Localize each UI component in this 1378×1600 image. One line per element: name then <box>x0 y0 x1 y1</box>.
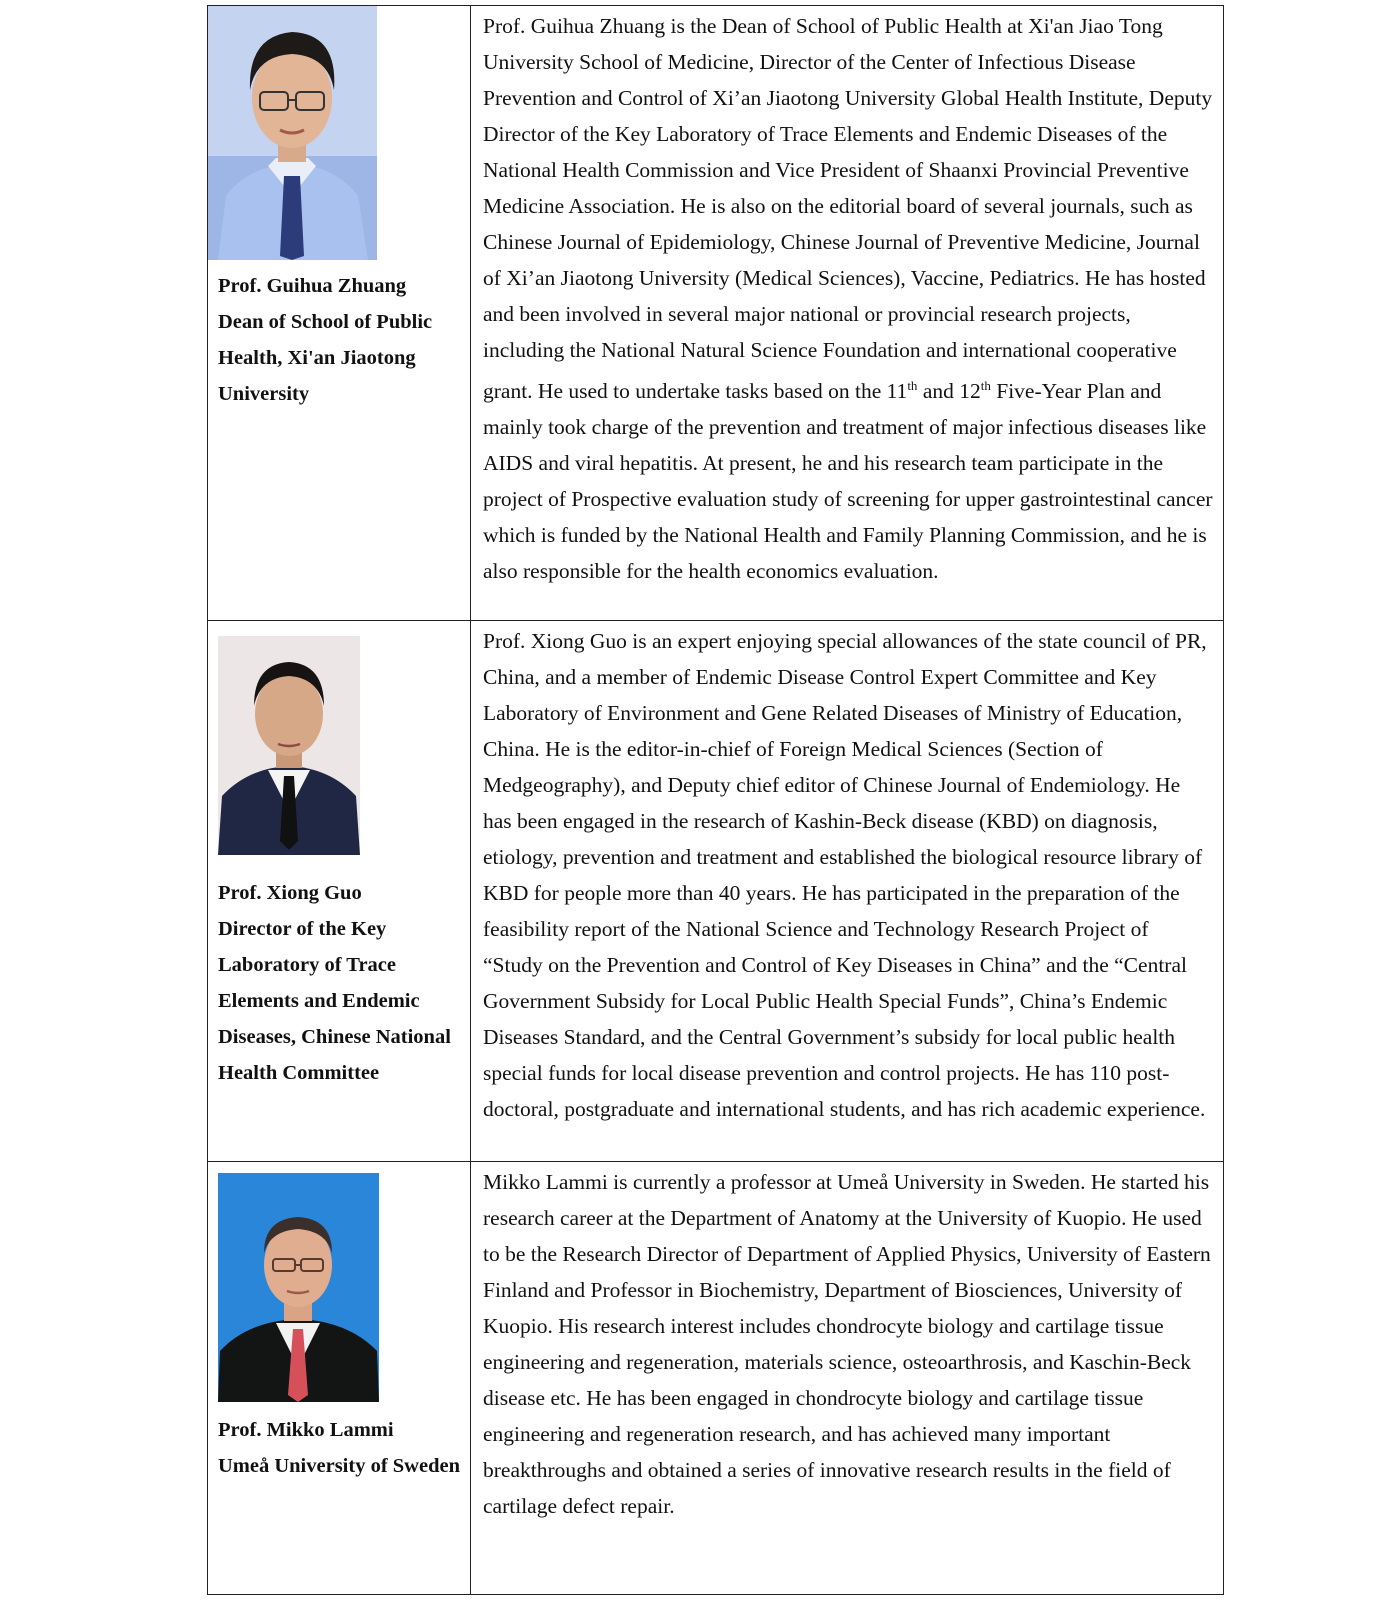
person-name: Prof. Mikko Lammi <box>218 1419 394 1441</box>
bio-text: Prof. Guihua Zhuang is the Dean of School of Public Health at Xi'an Jiao Tong University School of Medicine, Director of the Center of Infectious Disease Prevention and Control of Xi’an Jiaotong University Global Health Institute, Deputy Director of the Key Laboratory of Trace Elements and Endemic Diseases of the National Health Commission and Vice President of Shaanxi Provincial Preventive Medicine Association. He is also on the editorial board of several journals, such as Chinese Journal of Epidemiology, Chinese Journal of Preventive Medicine, Journal of Xi’an Jiaotong University (Medical Sciences), Vaccine, Pediatrics. He has hosted and been involved in several major national or provincial research projects, including the National Natural Science Foundation and international cooperative grant. He used to undertake tasks based on the 11th and 12th Five-Year Plan and mainly took charge of the prevention and treatment of major infectious diseases like AIDS and viral hepatitis. At present, he and his research team participate in the project of Prospective evaluation study of screening for upper gastrointestinal cancer which is funded by the National Health and Family Planning Commission, and he is also responsible for the health economics evaluation. <box>483 14 1213 584</box>
table-row <box>208 6 1224 621</box>
person-title: Dean of School of Public Health, Xi'an Jiaotong University <box>218 311 433 405</box>
profile-cell <box>208 6 471 621</box>
bio-text: Prof. Xiong Guo is an expert enjoying special allowances of the state council of PR, China, and a member of Endemic Disease Control Expert Committee and Key Laboratory of Environment and Gene Related Diseases of Ministry of Education, China. He is the editor-in-chief of Foreign Medical Sciences (Section of Medgeography), and Deputy chief editor of Chinese Journal of Endemiology. He has been engaged in the research of Kashin-Beck disease (KBD) on diagnosis, etiology, prevention and treatment and established the biological resource library of KBD for people more than 40 years. He has participated in the preparation of the feasibility report of the National Science and Technology Research Project of “Study on the Prevention and Control of Key Diseases in China” and the “Central Government Subsidy for Local Public Health Special Funds”, China’s Endemic Diseases Standard, and the Central Government’s subsidy for local public health special funds for local disease prevention and control projects. He has 110 post-doctoral, postgraduate and international students, and has rich academic experience. <box>483 629 1207 1121</box>
portrait-photo <box>208 6 377 260</box>
portrait-photo <box>218 636 360 855</box>
table-row <box>208 1162 1224 1595</box>
profile-cell <box>208 621 471 1162</box>
table-row <box>208 621 1224 1162</box>
bio-cell <box>471 6 1224 621</box>
person-title: Umeå University of Sweden <box>218 1455 460 1477</box>
portrait-photo <box>218 1173 379 1402</box>
portrait-image <box>208 6 377 260</box>
bio-text: Mikko Lammi is currently a professor at Umeå University in Sweden. He started his research career at the Department of Anatomy at the University of Kuopio. He used to be the Research Director of Department of Applied Physics, University of Eastern Finland and Professor in Biochemistry, Department of Biosciences, University of Kuopio. His research interest includes chondrocyte biology and cartilage tissue engineering and regeneration, materials science, osteoarthrosis, and Kaschin-Beck disease etc. He has been engaged in chondrocyte biology and cartilage tissue engineering and regeneration research, and has achieved many important breakthroughs and obtained a series of innovative research results in the field of cartilage defect repair. <box>483 1170 1211 1518</box>
bio-cell <box>471 621 1224 1162</box>
person-name: Prof. Xiong Guo <box>218 882 362 904</box>
person-title: Director of the Key Laboratory of Trace Elements and Endemic Diseases, Chinese National Health Committee <box>218 918 451 1084</box>
portrait-image <box>218 636 360 855</box>
bio-cell <box>471 1162 1224 1595</box>
person-name: Prof. Guihua Zhuang <box>218 275 407 297</box>
biography-table <box>207 5 1224 1595</box>
profile-cell <box>208 1162 471 1595</box>
portrait-image <box>218 1173 379 1402</box>
